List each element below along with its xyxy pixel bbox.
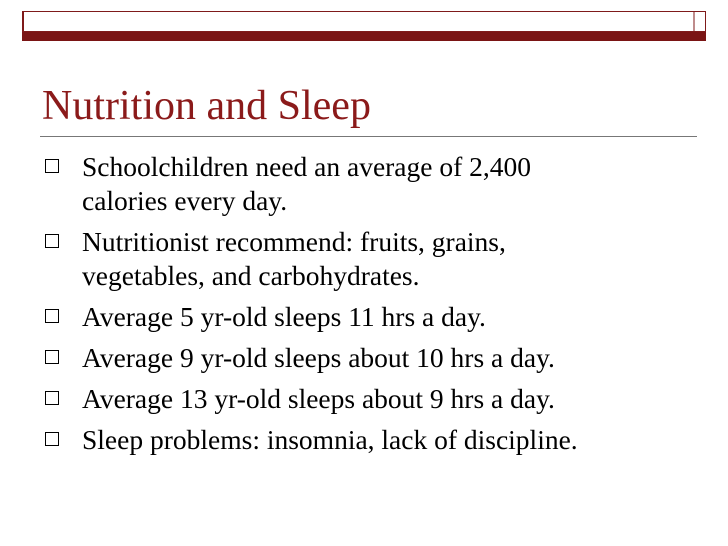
hollow-square-bullet-icon (45, 432, 59, 446)
title-divider (40, 136, 697, 137)
bullet-item (44, 300, 704, 334)
slide-title: Nutrition and Sleep (42, 83, 371, 129)
bullet-item (44, 341, 704, 375)
hollow-square-bullet-icon (45, 309, 59, 323)
bullet-text-line: Average 9 yr-old sleeps about 10 hrs a day. (82, 342, 555, 373)
bullet-text-line: Nutritionist recommend: fruits, grains, (82, 226, 506, 257)
hollow-square-bullet-icon (45, 159, 59, 173)
bullet-item (44, 382, 704, 416)
hollow-square-bullet-icon (45, 350, 59, 364)
decorative-header-band (22, 11, 706, 41)
bullet-item (44, 423, 704, 457)
bullet-text-line: Average 13 yr-old sleeps about 9 hrs a day. (82, 383, 555, 414)
header-band-ticks (22, 11, 706, 32)
bullet-text-line: calories every day. (82, 185, 288, 216)
bullet-item (44, 225, 704, 293)
bullet-text-line: Schoolchildren need an average of 2,400 (82, 151, 531, 182)
bullet-text-line: Average 5 yr-old sleeps 11 hrs a day. (82, 301, 486, 332)
header-band-bar (22, 32, 706, 41)
bullet-list (44, 150, 704, 464)
hollow-square-bullet-icon (45, 234, 59, 248)
bullet-text-line: vegetables, and carbohydrates. (82, 260, 420, 291)
hollow-square-bullet-icon (45, 391, 59, 405)
bullet-item (44, 150, 704, 218)
bullet-text-line: Sleep problems: insomnia, lack of discipline. (82, 424, 578, 455)
